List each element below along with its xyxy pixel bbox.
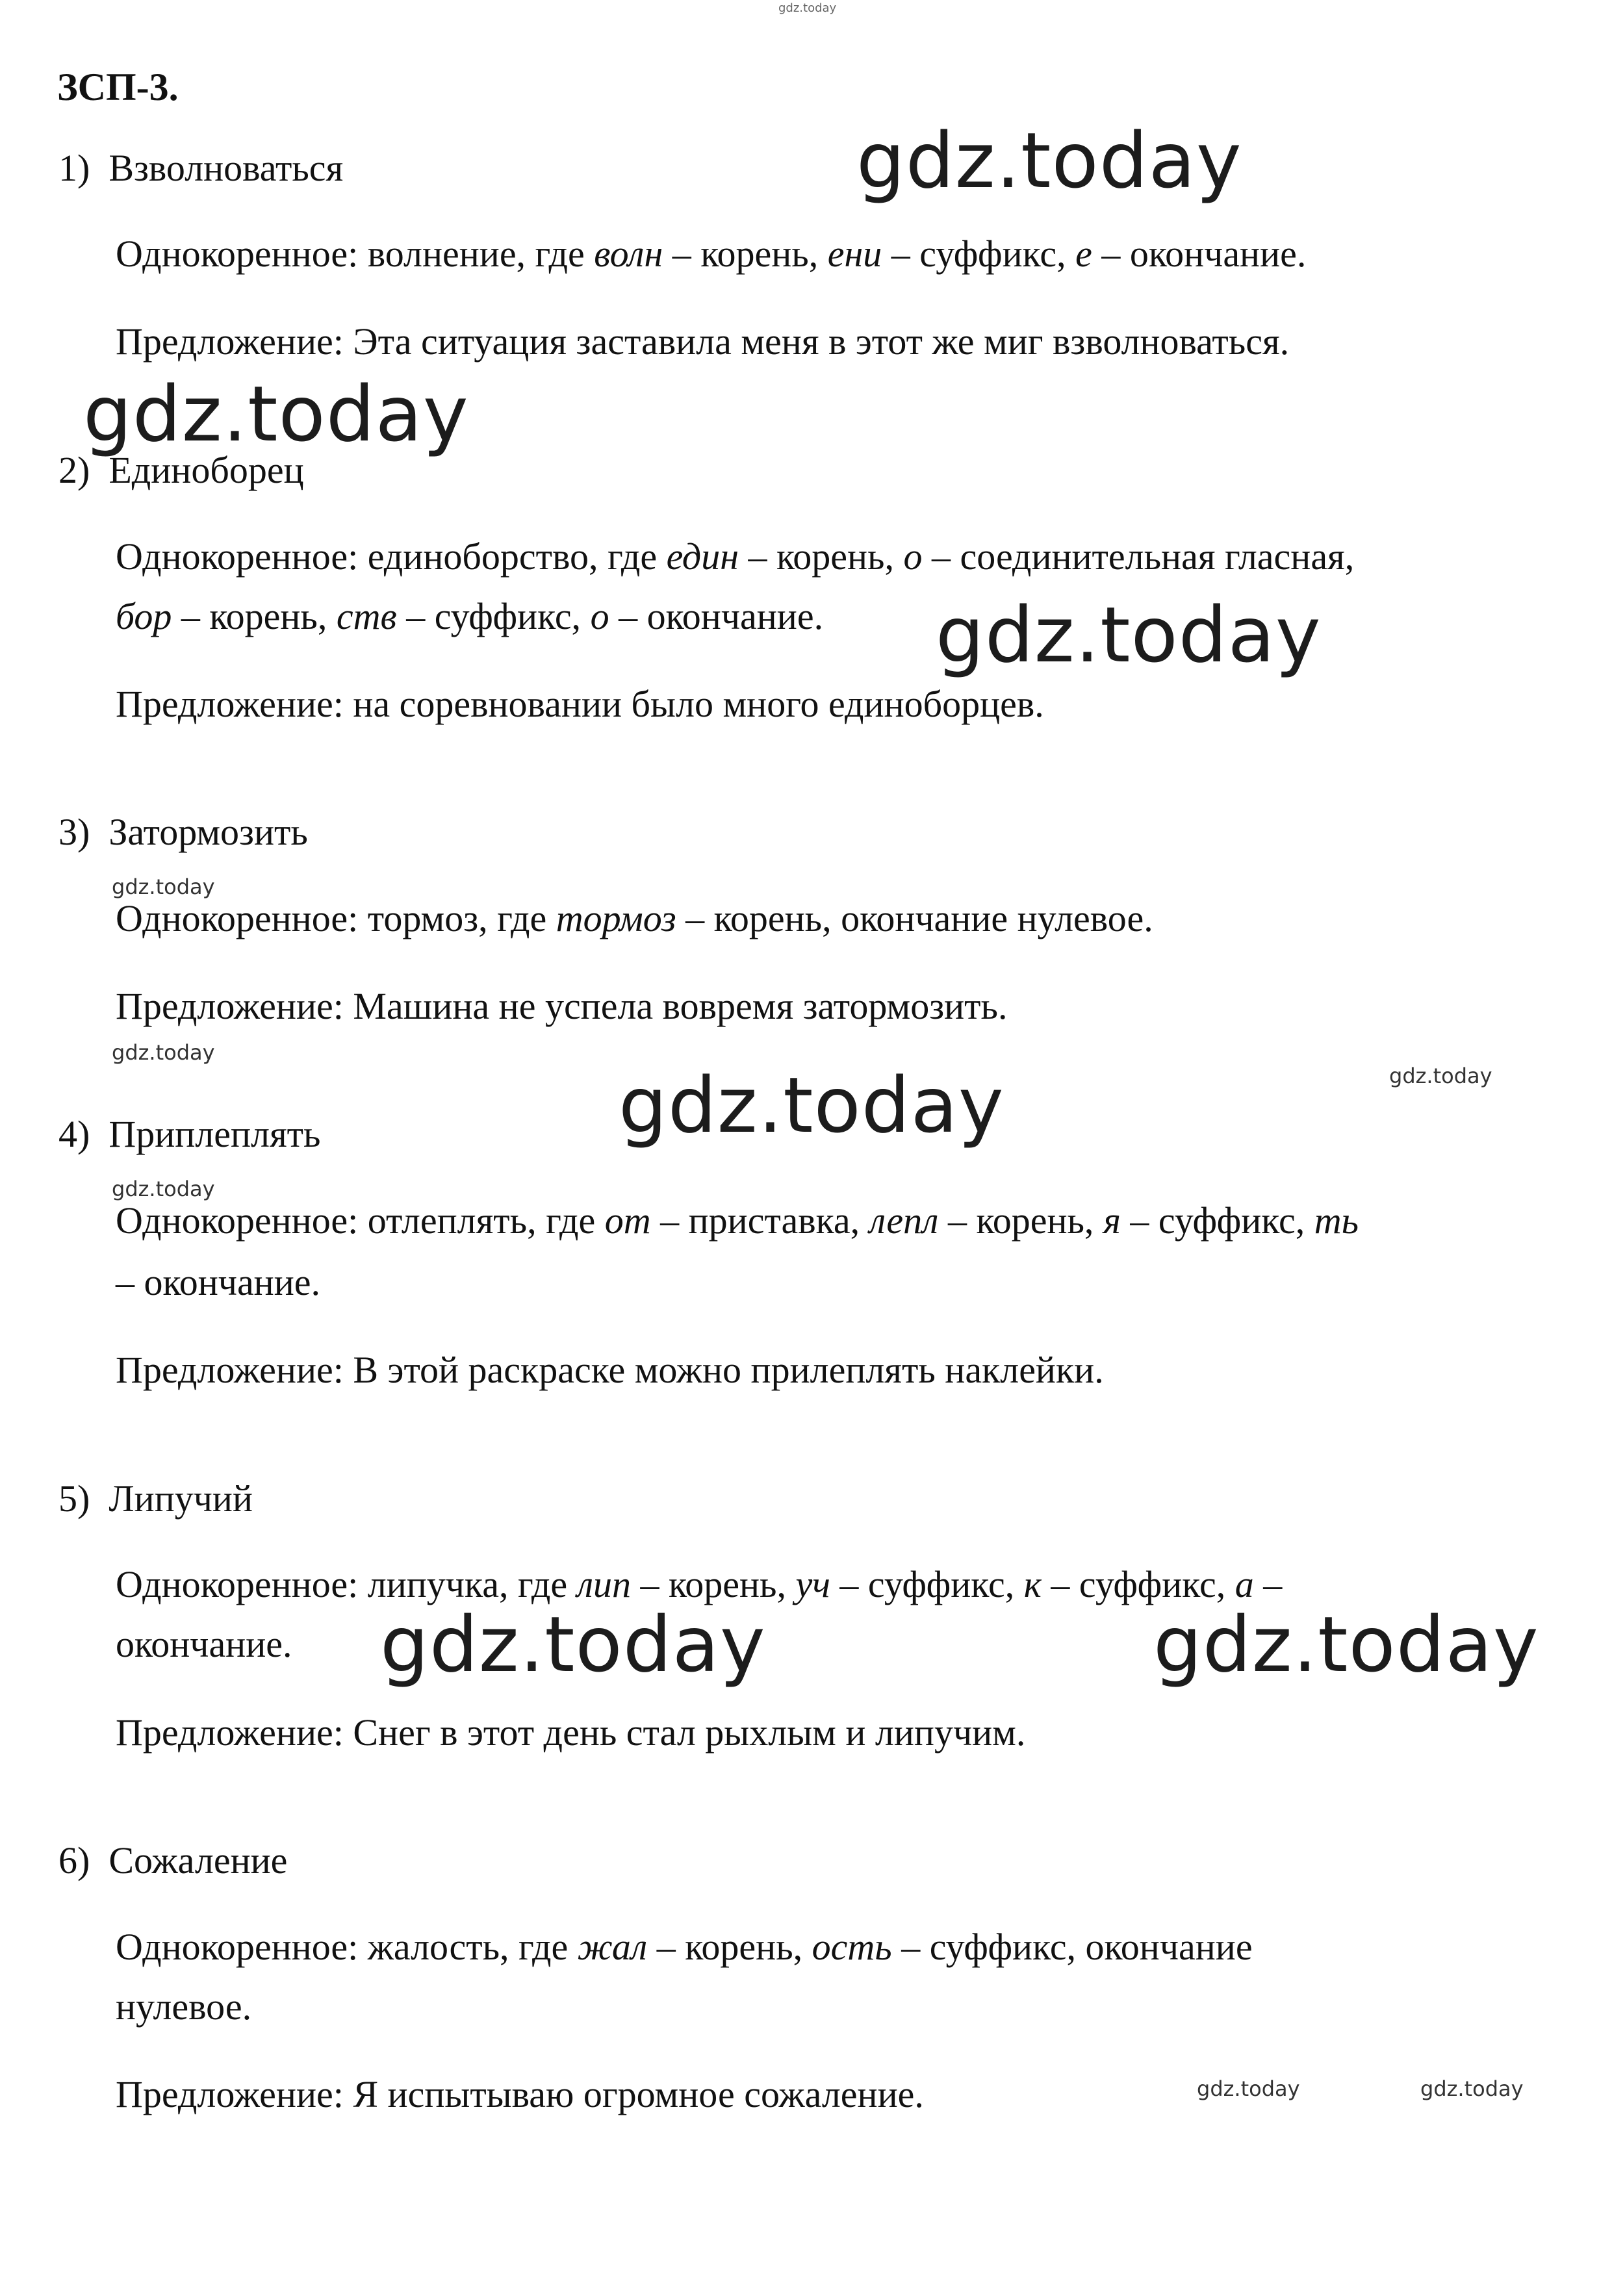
- item-3-sentence: Предложение: Машина не успела вовремя затормозить.: [116, 985, 1008, 1027]
- item-number: 6): [58, 1839, 90, 1881]
- item-6-cognate-line2: нулевое.: [116, 1985, 252, 2028]
- item-6-heading: [58, 1839, 288, 1881]
- watermark-large: gdz.today: [619, 1060, 1004, 1150]
- header-watermark: gdz.today: [778, 1, 837, 15]
- item-4-cognate-line1: Однокоренное: отлеплять, где от – приставка, лепл – корень, я – суффикс, ть: [116, 1199, 1359, 1242]
- item-5-heading: [58, 1477, 253, 1520]
- item-2-sentence: Предложение: на соревновании было много единоборцев.: [116, 683, 1044, 725]
- item-2-cognate-line2: бор – корень, ств – суффикс, о – окончание.: [116, 595, 824, 637]
- watermark-small: gdz.today: [112, 1040, 215, 1065]
- item-1-cognate: Однокоренное: волнение, где волн – корень, ени – суффикс, е – окончание.: [116, 233, 1307, 275]
- page-title: ЗСП-3.: [57, 66, 179, 108]
- item-number: 3): [58, 811, 90, 853]
- watermark-small: gdz.today: [112, 874, 215, 899]
- item-5-sentence: Предложение: Снег в этот день стал рыхлым и липучим.: [116, 1711, 1026, 1754]
- item-word: Затормозить: [109, 811, 308, 853]
- item-number: 1): [58, 147, 90, 189]
- item-number: 5): [58, 1477, 90, 1520]
- item-3-heading: [58, 813, 308, 851]
- item-6-cognate-line1: Однокоренное: жалость, где жал – корень, ость – суффикс, окончание: [116, 1926, 1253, 1968]
- watermark-small: gdz.today: [1197, 2076, 1300, 2101]
- item-3-cognate: Однокоренное: тормоз, где тормоз – корень, окончание нулевое.: [116, 897, 1153, 939]
- item-4-cognate-line2: – окончание.: [116, 1261, 321, 1303]
- watermark-small: gdz.today: [1389, 1064, 1492, 1088]
- item-word: Приплеплять: [109, 1113, 321, 1155]
- item-4-heading: [58, 1113, 321, 1155]
- watermark-large: gdz.today: [1153, 1600, 1539, 1689]
- item-5-cognate-line2: окончание.: [116, 1623, 292, 1665]
- item-4-sentence: Предложение: В этой раскраске можно прилеплять наклейки.: [116, 1349, 1104, 1391]
- item-word: Сожаление: [109, 1839, 288, 1881]
- item-1-sentence: Предложение: Эта ситуация заставила меня в этот же миг взволноваться.: [116, 320, 1290, 363]
- watermark-large: gdz.today: [380, 1600, 766, 1689]
- item-word: Единоборец: [109, 449, 304, 491]
- watermark-large: gdz.today: [856, 116, 1242, 205]
- item-number: 2): [58, 449, 90, 491]
- item-word: Взволноваться: [109, 147, 344, 189]
- watermark-small: gdz.today: [112, 1177, 215, 1201]
- item-1-heading: [58, 149, 343, 187]
- item-word: Липучий: [109, 1477, 253, 1520]
- item-2-cognate-line1: Однокоренное: единоборство, где един – корень, о – соединительная гласная,: [116, 535, 1355, 578]
- item-number: 4): [58, 1113, 90, 1155]
- watermark-large: gdz.today: [936, 590, 1322, 680]
- watermark-large: gdz.today: [83, 369, 469, 459]
- watermark-small: gdz.today: [1420, 2076, 1524, 2101]
- item-6-sentence: Предложение: Я испытываю огромное сожаление.: [116, 2073, 924, 2115]
- item-5-cognate-line1: Однокоренное: липучка, где лип – корень, уч – суффикс, к – суффикс, а –: [116, 1563, 1283, 1605]
